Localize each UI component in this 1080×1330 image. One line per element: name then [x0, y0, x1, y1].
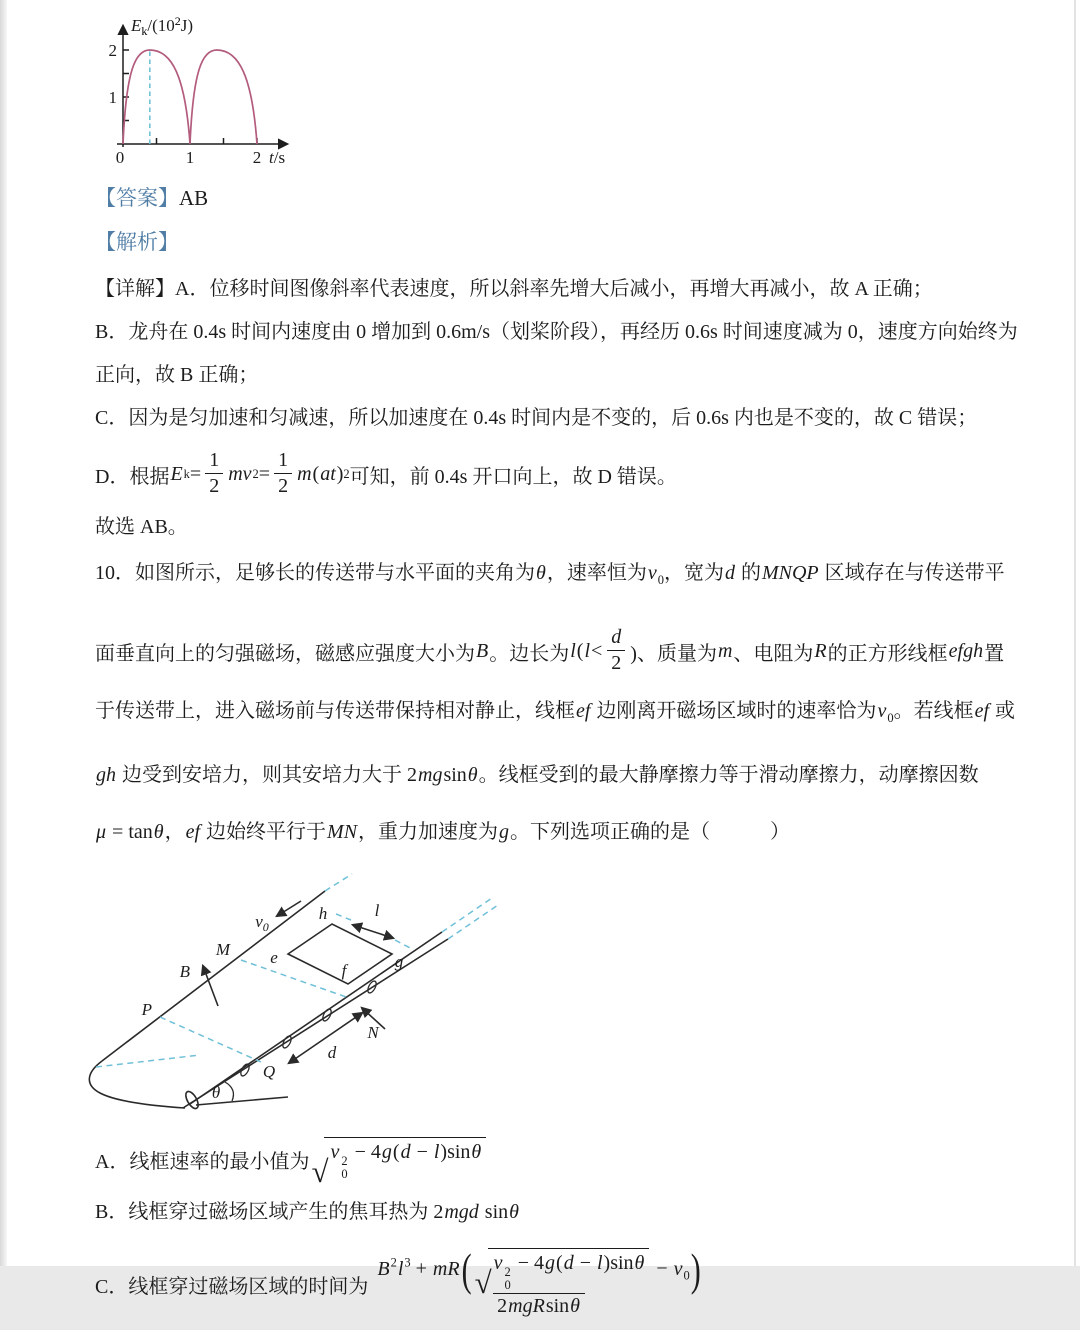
analysis-label: 【解析】	[95, 230, 179, 254]
svg-text:t/s: t/s	[269, 148, 286, 167]
detail-conclusion: 故选 AB。	[95, 516, 188, 538]
detail-line-d: D．根据 E k = $\frac{1}{2}$ mv 2 = $\frac{1}{2}$ m ( at ) 2 可知，前 0.4s 开口向上，故 D 错误。	[95, 449, 677, 497]
question10-line2: 面垂直向上的匀强磁场，磁感应强度大小为 B 。边长为 l ( l < $\frac{d}{2}$ )、质量为 m 、电阻为 R 的正方形线框 efgh 置	[95, 626, 1005, 674]
chart-y-axis-title: $E_k^{/(102}_{J)}$	[131, 14, 194, 38]
svg-text:e: e	[270, 948, 278, 967]
svg-text:f: f	[341, 961, 347, 980]
svg-text:θ: θ	[211, 1083, 221, 1102]
question10-line1: 10．如图所示，足够长的传送带与水平面的夹角为θ，速率恒为$v_0$，宽为d 的MNQP 区域存在与传送带平	[95, 562, 1005, 587]
svg-text:M: M	[215, 940, 230, 959]
svg-text:B: B	[179, 962, 190, 981]
option-c: C．线框穿过磁场区域的时间为 $B^2l^3 + mR$( √ v 2 0 − 4g(d − l)sinθ − $v_0$) 2mgRsinθ	[95, 1245, 701, 1318]
option-a: A．线框速率的最小值为 √ v 2 0 − 4g(d − l)sinθ	[95, 1136, 992, 1182]
field-direction-arrow	[203, 966, 218, 1006]
question10-line5: μ = tanθ，ef 边始终平行于MN，重力加速度为g。下列选项正确的是（ ）	[96, 821, 791, 843]
diagram-arrows	[203, 901, 393, 1063]
svg-text:0: 0	[115, 148, 125, 167]
kinetic-energy-chart	[97, 12, 992, 176]
detail-line-b1: B．龙舟在 0.4s 时间内速度由 0 增加到 0.6m/s（划桨阶段），再经历 0.6s 时间速度减为 0，速度方向始终为	[95, 321, 1018, 343]
svg-text:P: P	[141, 1000, 152, 1019]
scan-edge-right	[1074, 0, 1076, 1266]
detail-line-b2: 正向，故 B 正确；	[95, 364, 259, 386]
chart-tick-labels	[109, 41, 286, 167]
svg-text:g: g	[394, 952, 404, 971]
analysis-row	[95, 228, 992, 256]
belt-velocity-arrow	[277, 901, 301, 916]
answer-row	[95, 184, 992, 212]
scan-edge-left	[0, 0, 7, 1266]
svg-text:2: 2	[252, 148, 262, 167]
chart-axes	[117, 26, 287, 147]
svg-text:1: 1	[185, 148, 195, 167]
svg-text:1: 1	[108, 88, 117, 107]
svg-text:v0: $v_0$	[255, 912, 269, 934]
svg-text:2: 2	[108, 41, 117, 60]
length-l-arrow	[353, 925, 393, 938]
answer-value: AB	[179, 186, 209, 210]
question10-line3: 于传送带上，进入磁场前与传送带保持相对静止，线框ef 边刚离开磁场区域时的速率恰为$v_0$。若线框ef 或	[95, 700, 1016, 725]
ek-curve	[123, 50, 257, 144]
svg-text:h: h	[318, 904, 328, 923]
question10-line4: gh 边受到安培力，则其安培力大于 2mgsinθ。线框受到的最大静摩擦力等于滑动摩擦力，动摩擦因数	[96, 764, 979, 786]
detail-line-c: C．因为是匀加速和匀减速，所以加速度在 0.4s 时间内是不变的，后 0.6s 内也是不变的，故 C 错误；	[95, 407, 978, 429]
detail-line-a: 【详解】A．位移时间图像斜率代表速度，所以斜率先增大后减小，再增大再减小，故 A 正确；	[95, 278, 933, 300]
svg-text:N: N	[367, 1023, 379, 1042]
svg-text:Q: Q	[262, 1062, 276, 1081]
answer-label: 【答案】	[95, 186, 179, 210]
option-b: B．线框穿过磁场区域产生的焦耳热为 2mgd sinθ	[95, 1201, 519, 1223]
svg-text:l: l	[374, 901, 380, 920]
conveyor-belt-diagram	[60, 874, 992, 1130]
svg-text:d: d	[327, 1043, 337, 1062]
